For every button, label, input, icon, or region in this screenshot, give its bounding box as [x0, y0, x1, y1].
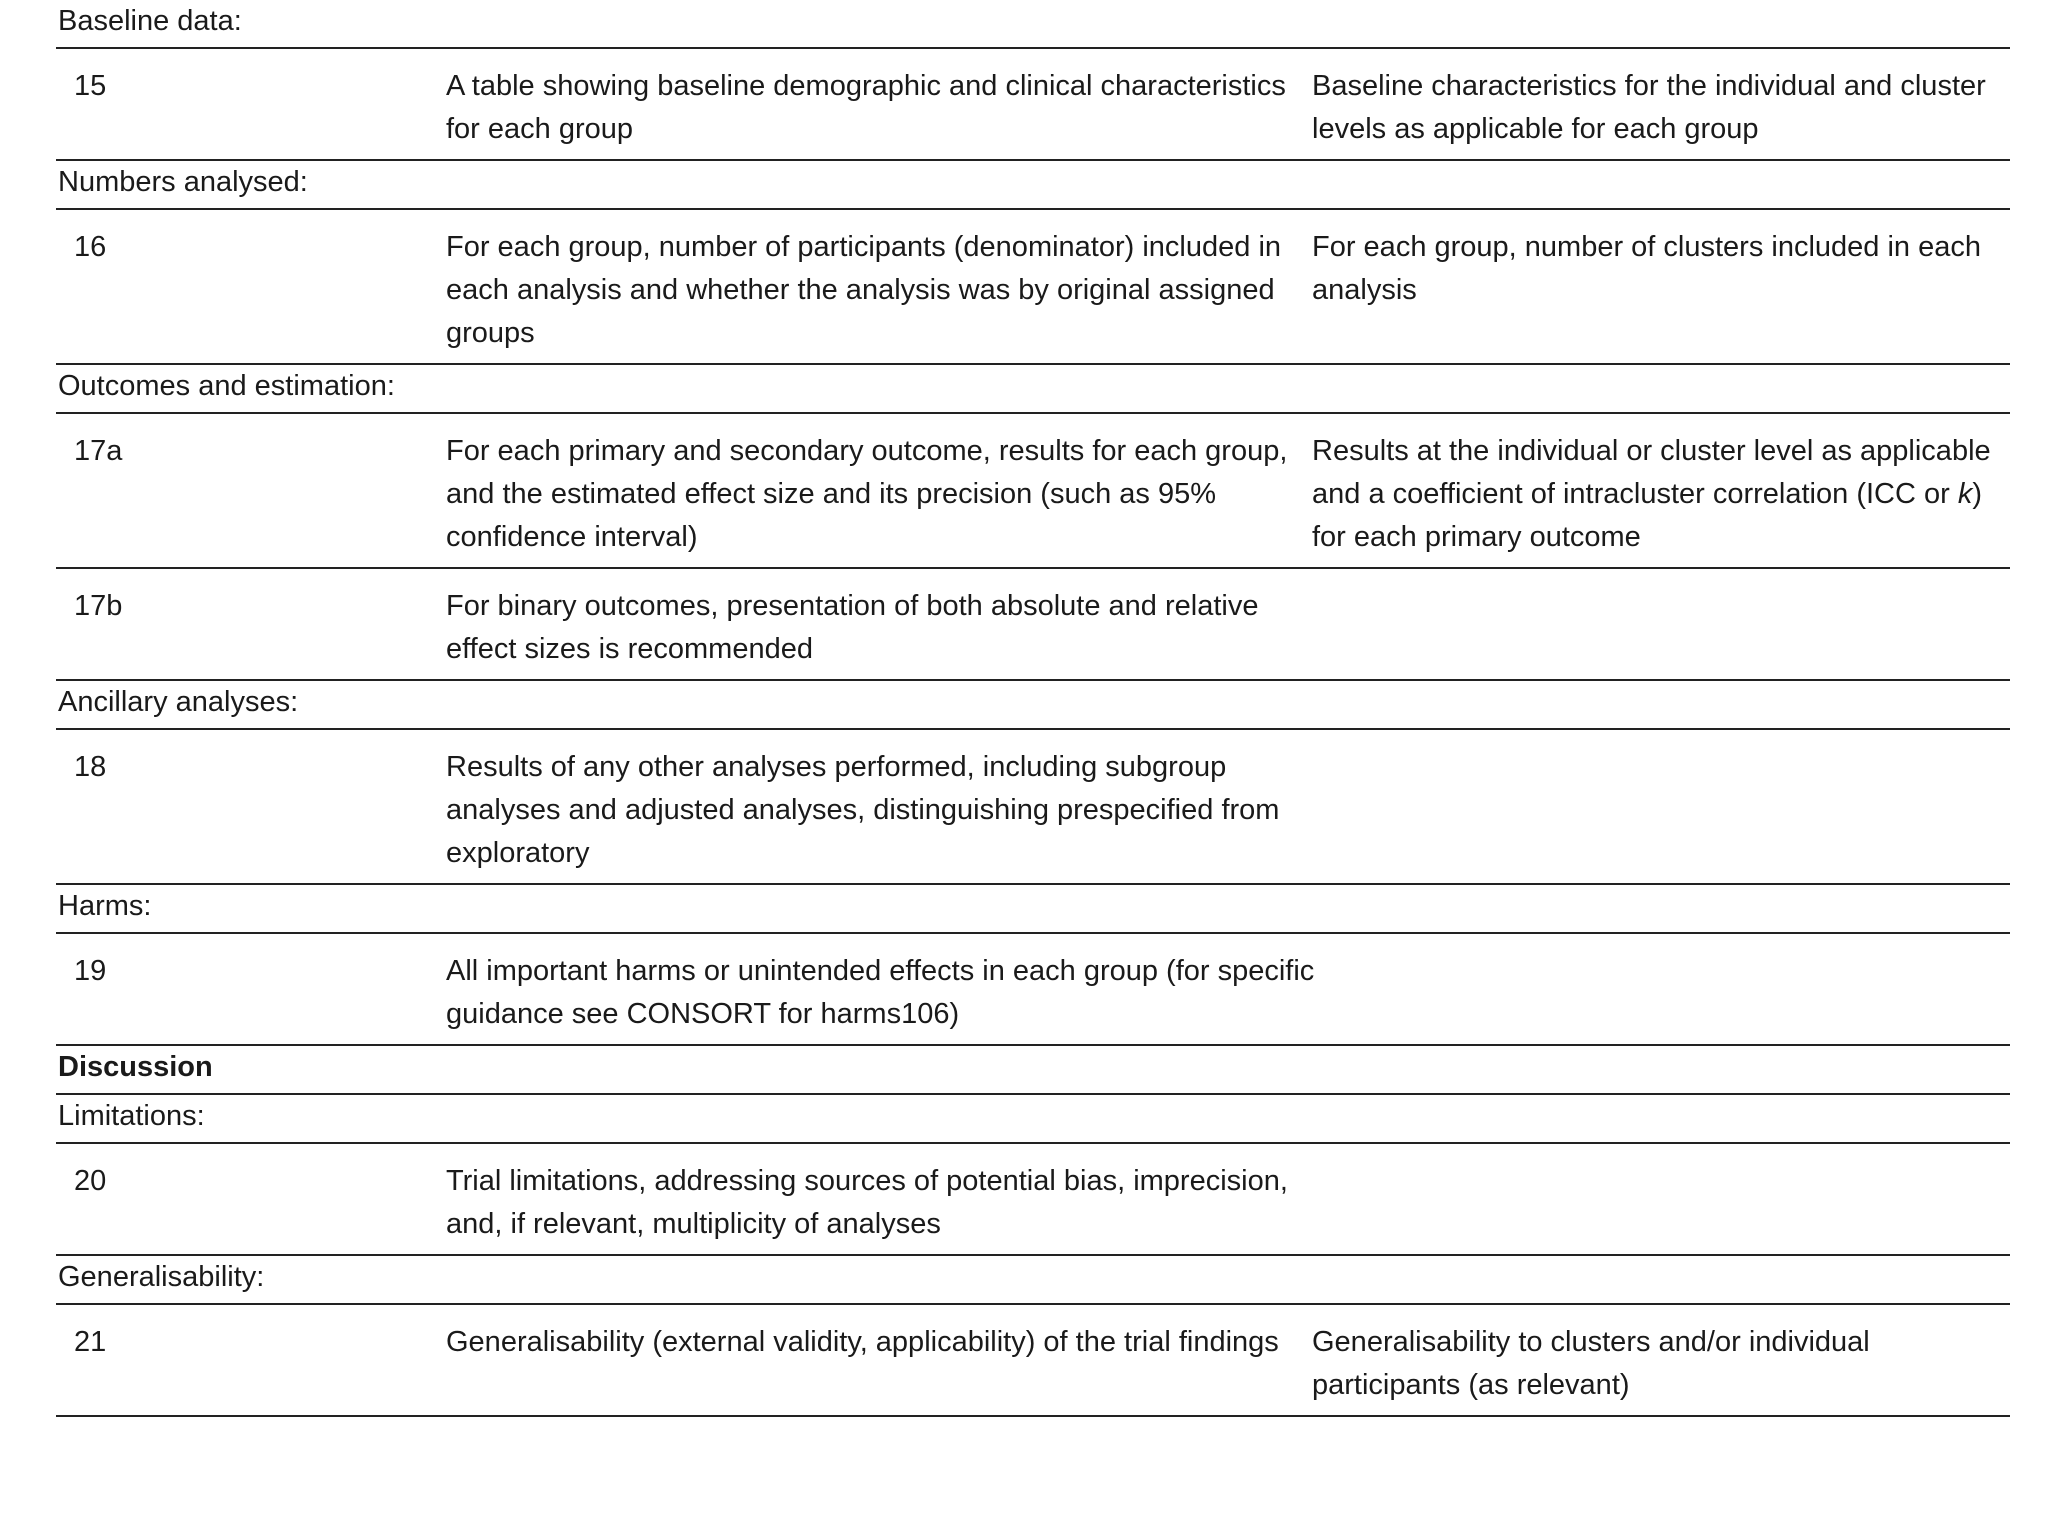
description-line: For each primary and secondary outcome, results for each group,	[446, 435, 1288, 467]
description-line: exploratory	[446, 837, 590, 869]
extension-line: for each primary outcome	[1312, 521, 1641, 553]
subsection-row	[56, 681, 2010, 730]
description-line: confidence interval)	[446, 521, 698, 553]
subsection-row	[56, 0, 2010, 49]
section-heading-row	[56, 1046, 2010, 1095]
checklist-item-row	[56, 730, 2010, 885]
description-line: for each group	[446, 113, 634, 145]
subsection-label: Baseline data:	[58, 5, 242, 37]
description-line: and, if relevant, multiplicity of analyses	[446, 1208, 941, 1240]
item-description	[446, 65, 1306, 151]
item-description	[446, 1160, 1306, 1246]
description-line: each analysis and whether the analysis was by original assigned	[446, 274, 1275, 306]
description-line: and the estimated effect size and its precision (such as 95%	[446, 478, 1217, 510]
item-number: 17b	[74, 590, 123, 622]
extension-line: Baseline characteristics for the individual and cluster	[1312, 70, 1986, 102]
subsection-row	[56, 885, 2010, 934]
subsection-label: Limitations:	[58, 1100, 205, 1132]
extension-line: For each group, number of clusters included in each	[1312, 231, 1981, 263]
subsection-label: Harms:	[58, 890, 152, 922]
cluster-extension	[1312, 65, 2012, 151]
extension-line: Generalisability to clusters and/or individual	[1312, 1326, 1870, 1358]
checklist-table	[56, 0, 2010, 1417]
description-line: Results of any other analyses performed, including subgroup	[446, 751, 1227, 783]
subsection-label: Ancillary analyses:	[58, 686, 299, 718]
item-number: 15	[74, 70, 107, 102]
item-number: 17a	[74, 435, 123, 467]
subsection-label: Numbers analysed:	[58, 166, 308, 198]
item-description	[446, 585, 1306, 671]
item-description	[446, 226, 1306, 355]
description-line: A table showing baseline demographic and clinical characteristics	[446, 70, 1286, 102]
checklist-item-row	[56, 49, 2010, 161]
extension-line: levels as applicable for each group	[1312, 113, 1759, 145]
checklist-item-row	[56, 934, 2010, 1046]
description-line: Generalisability (external validity, applicability) of the trial findings	[446, 1326, 1279, 1358]
subsection-row	[56, 365, 2010, 414]
description-line: For binary outcomes, presentation of both absolute and relative	[446, 590, 1259, 622]
item-number: 20	[74, 1165, 107, 1197]
description-line: effect sizes is recommended	[446, 633, 813, 665]
item-description	[446, 1321, 1306, 1364]
item-number: 19	[74, 955, 107, 987]
item-number: 21	[74, 1326, 107, 1358]
description-line: Trial limitations, addressing sources of potential bias, imprecision,	[446, 1165, 1288, 1197]
item-description	[446, 430, 1306, 559]
cluster-extension	[1312, 430, 2012, 559]
subsection-label: Generalisability:	[58, 1261, 265, 1293]
checklist-item-row	[56, 569, 2010, 681]
extension-line: and a coefficient of intracluster correlation (ICC or k)	[1312, 478, 1982, 510]
description-line: All important harms or unintended effects in each group (for specific	[446, 955, 1315, 987]
subsection-row	[56, 161, 2010, 210]
checklist-item-row	[56, 1305, 2010, 1417]
item-number: 16	[74, 231, 107, 263]
description-line: For each group, number of participants (denominator) included in	[446, 231, 1282, 263]
description-line: analyses and adjusted analyses, distinguishing prespecified from	[446, 794, 1280, 826]
item-description	[446, 746, 1306, 875]
description-line: groups	[446, 317, 535, 349]
cluster-extension	[1312, 1321, 2012, 1407]
subsection-label: Outcomes and estimation:	[58, 370, 395, 402]
extension-line: Results at the individual or cluster level as applicable	[1312, 435, 1991, 467]
subsection-row	[56, 1256, 2010, 1305]
extension-line: analysis	[1312, 274, 1417, 306]
item-description	[446, 950, 1315, 1036]
checklist-item-row	[56, 414, 2010, 569]
extension-line: participants (as relevant)	[1312, 1369, 1630, 1401]
description-line: guidance see CONSORT for harms106)	[446, 998, 960, 1030]
subsection-row	[56, 1095, 2010, 1144]
checklist-item-row	[56, 210, 2010, 365]
checklist-item-row	[56, 1144, 2010, 1256]
item-number: 18	[74, 751, 107, 783]
cluster-extension	[1312, 226, 2012, 312]
section-heading: Discussion	[58, 1051, 213, 1083]
